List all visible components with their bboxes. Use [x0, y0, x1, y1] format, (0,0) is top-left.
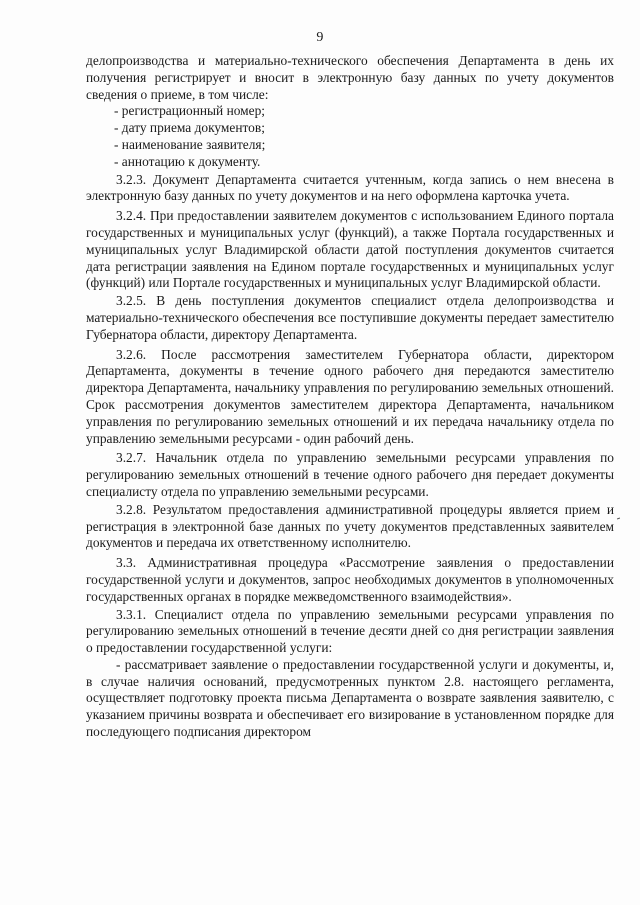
list-item-registration-number: - регистрационный номер;: [114, 103, 266, 119]
list-item-receipt-date: - дату приема документов;: [114, 120, 265, 136]
paragraph-3-2-5: 3.2.5. В день поступления документов специалист отдела делопроизводства и материально-технического обеспечения все поступившие документы передает заместителю Губернатора области, директору Департамента.: [86, 293, 614, 342]
paragraph-3-3-1: 3.3.1. Специалист отдела по управлению земельными ресурсами управления по регулированию земельных отношений в течение десяти дней со дня регистрации заявления о предоставлении государственной услуги:: [86, 606, 614, 656]
paragraph-3-3: 3.3. Административная процедура «Рассмотрение заявления о предоставлении государственной услуги и документов, запрос необходимых документов в уполномоченных государственных органах в порядке межведомственного взаимодействия».: [86, 555, 614, 604]
scan-speck: [617, 518, 620, 520]
document-body: [86, 53, 614, 741]
list-item-annotation: - аннотацию к документу.: [114, 153, 261, 169]
paragraph-3-2-7: 3.2.7. Начальник отдела по управлению земельными ресурсами управления по регулированию земельных отношений в течение одного рабочего дня передает документы специалисту отдела по управлению земельными ресурсами.: [86, 450, 614, 499]
page-number: 9: [316, 30, 324, 45]
list-item-applicant-name: - наименование заявителя;: [114, 136, 266, 152]
paragraph-3-2-4: 3.2.4. При предоставлении заявителем документов с использованием Единого портала государственных и муниципальных услуг (функций), а также Портала государственных и муниципальных услуг Владимирской области датой поступления документов считается дата регистрации заявления на Едином портале государственных и муниципальных услуг (функций) или Портале государственных и муниципальных услуг Владимирской области.: [86, 208, 614, 291]
paragraph-3-2-6: 3.2.6. После рассмотрения заместителем Губернатора области, директором Департамента, документы в течение одного рабочего дня передаются заместителю директора Департамента, начальнику управления по регулированию земельных отношений. Срок рассмотрения документов заместителем директора Департамента, начальником управления по регулированию земельных отношений и их передача начальнику отдела по управлению земельными ресурсами - один рабочий день.: [86, 346, 614, 446]
paragraph-intake-continuation: делопроизводства и материально-технического обеспечения Департамента в день их получения регистрирует и вносит в электронную базу данных по учету документов сведения о приеме, в том числе:: [86, 53, 614, 102]
paragraph-3-2-3: 3.2.3. Документ Департамента считается учтенным, когда запись о нем внесена в электронную базу данных по учету документов и на него оформлена карточка учета.: [86, 171, 614, 204]
paragraph-3-3-1-review: - рассматривает заявление о предоставлении государственной услуги и документы, и, в случае наличия оснований, предусмотренных пунктом 2.8. настоящего регламента, осуществляет подготовку проекта письма Департамента о возврате заявления заявителю, с указанием причины возврата и обеспечивает его визирование в установленном порядке для последующего подписания директором: [86, 656, 614, 740]
paragraph-3-2-8: 3.2.8. Результатом предоставления административной процедуры является прием и регистрация в электронной базе данных по учету документов представленных заявителем документов и передача их ответственному исполнителю.: [86, 501, 614, 551]
